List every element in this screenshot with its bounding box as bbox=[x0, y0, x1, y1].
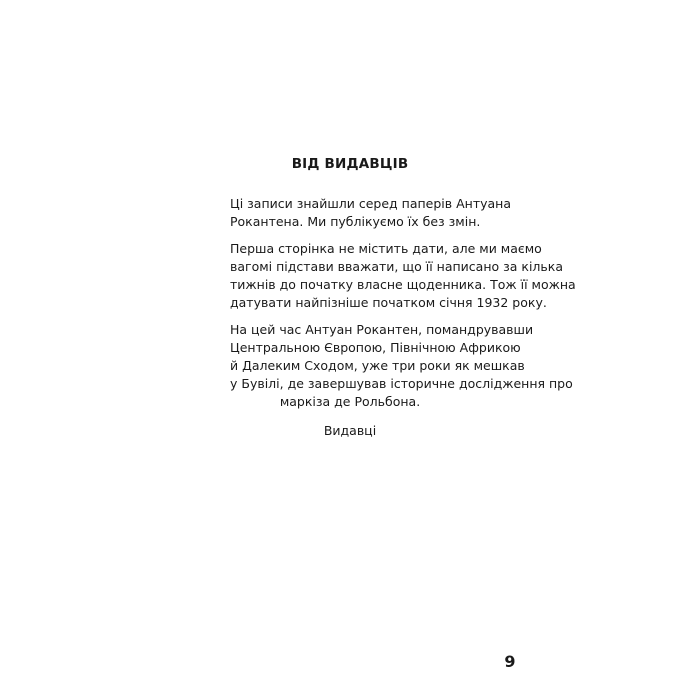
paragraph-3 bbox=[230, 321, 573, 411]
text-line: Перша сторінка не містить дати, але ми маємо bbox=[230, 241, 542, 256]
signature: Видавці bbox=[323, 423, 377, 438]
text-line: Ці записи знайшли серед паперів Антуана bbox=[230, 196, 511, 211]
text-line: тижнів до початку власне щоденника. Тож її можна bbox=[230, 277, 576, 292]
paragraph-1 bbox=[230, 195, 511, 231]
text-line: вагомі підстави вважати, що її написано за кілька bbox=[230, 259, 563, 274]
paragraph-2 bbox=[230, 240, 576, 312]
page-number: 9 bbox=[504, 652, 516, 671]
text-line: у Бувілі, де завершував історичне дослідження про bbox=[230, 376, 573, 391]
text-line: Рокантена. Ми публікуємо їх без змін. bbox=[230, 214, 481, 229]
text-line: Центральною Європою, Північною Африкою bbox=[230, 340, 521, 355]
text-line: маркіза де Рольбона. bbox=[279, 394, 421, 409]
text-line: датувати найпізніше початком січня 1932 року. bbox=[230, 295, 547, 310]
text-line: На цей час Антуан Рокантен, помандрувавши bbox=[230, 322, 534, 337]
page-heading: ВІД ВИДАВЦІВ bbox=[291, 156, 409, 172]
preface-text bbox=[230, 195, 576, 449]
text-line: й Далеким Сходом, уже три роки як мешкав bbox=[230, 358, 525, 373]
